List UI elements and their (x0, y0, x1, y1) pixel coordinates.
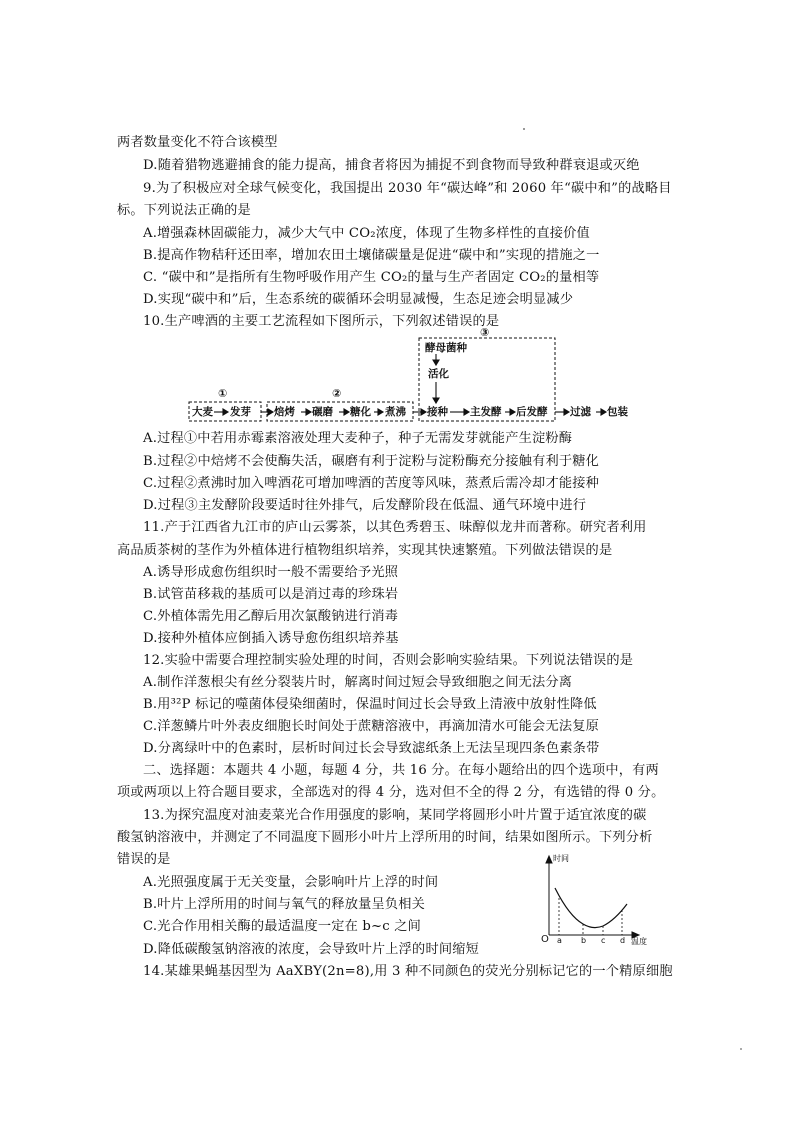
graph-lines (535, 852, 645, 947)
option-c: C.过程②煮沸时加入啤酒花可增加啤酒的苦度等风味，蒸煮后需冷却才能接种 (143, 476, 599, 491)
section-2-heading: 二、选择题：本题共 4 小题，每题 4 分，共 16 分。在每小题给出的四个选项中，有两 (143, 763, 659, 778)
graph-tick-d: d (620, 936, 626, 945)
option-b: B.提高作物秸秆还田率，增加农田土壤储碳量是促进“碳中和”实现的措施之一 (143, 248, 600, 263)
option-c: C.光合作用相关酶的最适温度一定在 b~c 之间 (143, 919, 422, 934)
graph-origin: O (541, 934, 549, 945)
flow-step-boiling: 煮沸 (385, 406, 406, 418)
scan-speck (740, 1048, 742, 1050)
text-line: 项或两项以上符合题目要求，全部选对的得 4 分，选对但不全的得 2 分，有选错的得 0 分。 (117, 785, 665, 800)
flow-step-main-fermentation: 主发酵 (470, 406, 502, 418)
option-b: B.试管苗移栽的基质可以是消过毒的珍珠岩 (143, 587, 399, 602)
option-a: A.增强森林固碳能力，减少大气中 CO₂浓度，体现了生物多样性的直接价值 (143, 226, 590, 241)
flow-step-kilning: 焙烤 (274, 406, 295, 418)
flow-step-packaging: 包装 (607, 406, 628, 418)
option-d: D.过程③主发酵阶段要适时往外排气，后发酵阶段在低温、通气环境中进行 (143, 498, 587, 513)
text-line: 高品质茶树的茎作为外植体进行植物组织培养，实现其快速繁殖。下列做法错误的是 (117, 543, 613, 558)
flow-step-barley: 大麦 (192, 406, 213, 418)
option-b: B.用³²P 标记的噬菌体侵染细菌时，保温时间过长会导致上清液中放射性降低 (143, 697, 597, 712)
question-11: 11.产于江西省九江市的庐山云雾茶，以其色秀碧玉、味醇似龙井而著称。研究者利用 (143, 520, 647, 535)
graph-y-axis-label: 时间 (553, 854, 569, 863)
time-vs-temperature-graph (535, 852, 645, 947)
option-a: A.光照强度属于无关变量，会影响叶片上浮的时间 (143, 875, 439, 890)
graph-tick-c: c (601, 936, 606, 945)
question-12: 12.实验中需要合理控制实验处理的时间，否则会影响实验结果。下列说法错误的是 (143, 653, 634, 668)
option-d: D.接种外植体应倒插入诱导愈伤组织培养基 (143, 631, 399, 646)
graph-tick-a: a (557, 936, 562, 945)
brewing-flow-diagram (185, 326, 645, 430)
option-b: B.叶片上浮所用的时间与氧气的释放量呈负相关 (143, 897, 426, 912)
option-d: D.分离绿叶中的色素时，层析时间过长会导致滤纸条上无法呈现四条色素条带 (143, 741, 600, 756)
flow-step-filtration: 过滤 (570, 406, 591, 418)
step-number-2: ② (332, 387, 342, 400)
question-13: 13.为探究温度对油麦菜光合作用强度的影响，某同学将圆形小叶片置于适宜浓度的碳 (143, 808, 647, 823)
question-10: 10.生产啤酒的主要工艺流程如下图所示，下列叙述错误的是 (143, 314, 500, 329)
flow-step-milling: 碾磨 (312, 406, 333, 418)
option-c: C.洋葱鳞片叶外表皮细胞长时间处于蔗糖溶液中，再滴加清水可能会无法复原 (143, 719, 599, 734)
flow-yeast-strain: 酵母菌种 (425, 342, 467, 354)
text-line: 两者数量变化不符合该模型 (117, 135, 278, 150)
text-line: 标。下列说法正确的是 (117, 203, 251, 218)
option-d: D.降低碳酸氢钠溶液的浓度，会导致叶片上浮的时间缩短 (143, 942, 479, 957)
option-a: A.诱导形成愈伤组织时一般不需要给予光照 (143, 565, 399, 580)
option-d: D.随着猎物逃避捕食的能力提高，捕食者将因为捕捉不到食物而导致种群衰退或灭绝 (143, 158, 640, 173)
option-c: C. “碳中和”是指所有生物呼吸作用产生 CO₂的量与生产者固定 CO₂的量相等 (143, 270, 600, 285)
graph-tick-b: b (581, 936, 587, 945)
option-c: C.外植体需先用乙醇后用次氯酸钠进行消毒 (143, 609, 399, 624)
flow-step-post-fermentation: 后发酵 (516, 406, 548, 418)
text-line: 错误的是 (117, 852, 171, 867)
scan-speck (523, 128, 525, 130)
question-14: 14.某雄果蝇基因型为 AaXBY(2n=8),用 3 种不同颜色的荧光分别标记它的一个精原细胞 (143, 964, 673, 979)
step-number-3: ③ (480, 326, 490, 339)
graph-x-axis-label: 温度 (631, 937, 647, 946)
option-b: B.过程②中焙烤不会使酶失活，碾磨有利于淀粉与淀粉酶充分接触有利于糖化 (143, 454, 600, 469)
flow-step-germination: 发芽 (230, 406, 251, 418)
question-9: 9.为了积极应对全球气候变化，我国提出 2030 年“碳达峰”和 2060 年“碳中和”的战略目 (143, 181, 672, 196)
option-d: D.实现“碳中和”后，生态系统的碳循环会明显减慢，生态足迹会明显减少 (143, 292, 574, 307)
flow-activation: 活化 (428, 368, 449, 380)
step-number-1: ① (218, 387, 228, 400)
text-line: 酸氢钠溶液中，并测定了不同温度下圆形小叶片上浮所用的时间，结果如图所示。下列分析 (117, 830, 653, 845)
flow-step-inoculation: 接种 (427, 406, 448, 418)
option-a: A.制作洋葱根尖有丝分裂装片时，解离时间过短会导致细胞之间无法分离 (143, 675, 573, 690)
flow-step-saccharification: 糖化 (350, 406, 371, 418)
option-a: A.过程①中若用赤霉素溶液处理大麦种子，种子无需发芽就能产生淀粉酶 (143, 431, 573, 446)
